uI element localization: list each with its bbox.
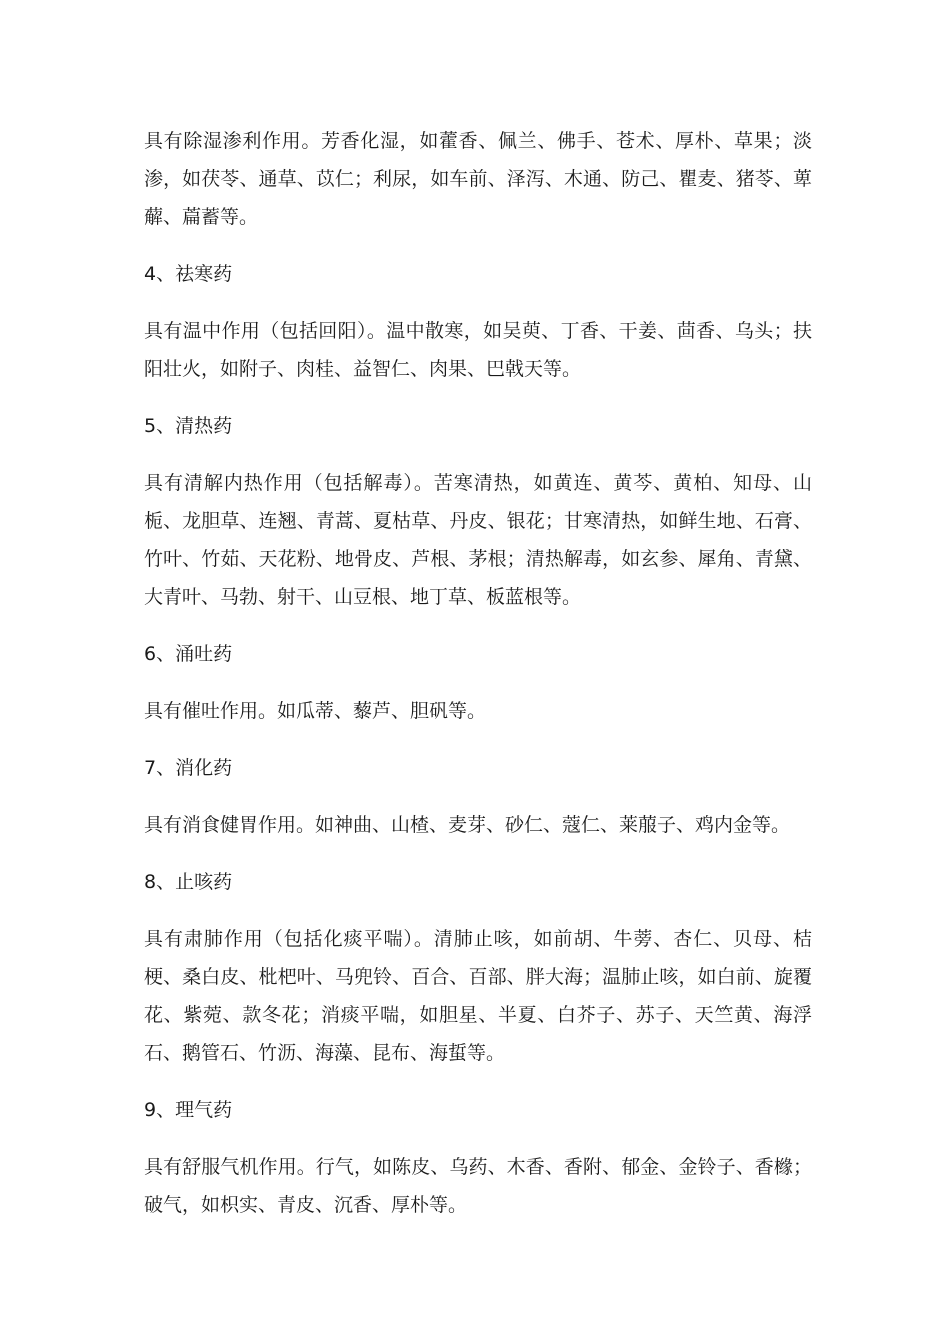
paragraph-qi: 具有舒服气机作用。行气，如陈皮、乌药、木香、香附、郁金、金铃子、香橼；破气，如枳实、青皮、沉香、厚朴等。 [144, 1156, 812, 1216]
section-heading-5: 5、清热药 [144, 415, 233, 437]
paragraph-heat: 具有清解内热作用（包括解毒）。苦寒清热，如黄连、黄芩、黄柏、知母、山栀、龙胆草、连翘、青蒿、夏枯草、丹皮、银花；甘寒清热，如鲜生地、石膏、竹叶、竹茹、天花粉、地骨皮、芦根、茅根；清热解毒，如玄参、犀角、青黛、大青叶、马勃、射干、山豆根、地丁草、板蓝根等。 [144, 472, 812, 608]
section-heading-9: 9、理气药 [144, 1099, 233, 1121]
paragraph-emetic: 具有催吐作用。如瓜蒂、藜芦、胆矾等。 [144, 700, 487, 722]
section-heading-7: 7、消化药 [144, 757, 233, 779]
paragraph-cold: 具有温中作用（包括回阳）。温中散寒，如吴萸、丁香、干姜、茴香、乌头；扶阳壮火，如附子、肉桂、益智仁、肉果、巴戟天等。 [144, 320, 812, 380]
paragraph-dampness: 具有除湿渗利作用。芳香化湿，如藿香、佩兰、佛手、苍术、厚朴、草果；淡渗，如茯苓、通草、苡仁；利尿，如车前、泽泻、木通、防己、瞿麦、猪苓、萆薢、萹蓄等。 [144, 130, 812, 228]
section-heading-8: 8、止咳药 [144, 871, 233, 893]
paragraph-cough: 具有肃肺作用（包括化痰平喘）。清肺止咳，如前胡、牛蒡、杏仁、贝母、桔梗、桑白皮、枇杷叶、马兜铃、百合、百部、胖大海；温肺止咳，如白前、旋覆花、紫菀、款冬花；消痰平喘，如胆星、半夏、白芥子、苏子、天竺黄、海浮石、鹅管石、竹沥、海藻、昆布、海蜇等。 [144, 928, 812, 1064]
paragraph-digestive: 具有消食健胃作用。如神曲、山楂、麦芽、砂仁、蔻仁、莱菔子、鸡内金等。 [144, 814, 791, 836]
section-heading-6: 6、涌吐药 [144, 643, 233, 665]
document-body [144, 122, 812, 1243]
section-heading-4: 4、祛寒药 [144, 263, 233, 285]
